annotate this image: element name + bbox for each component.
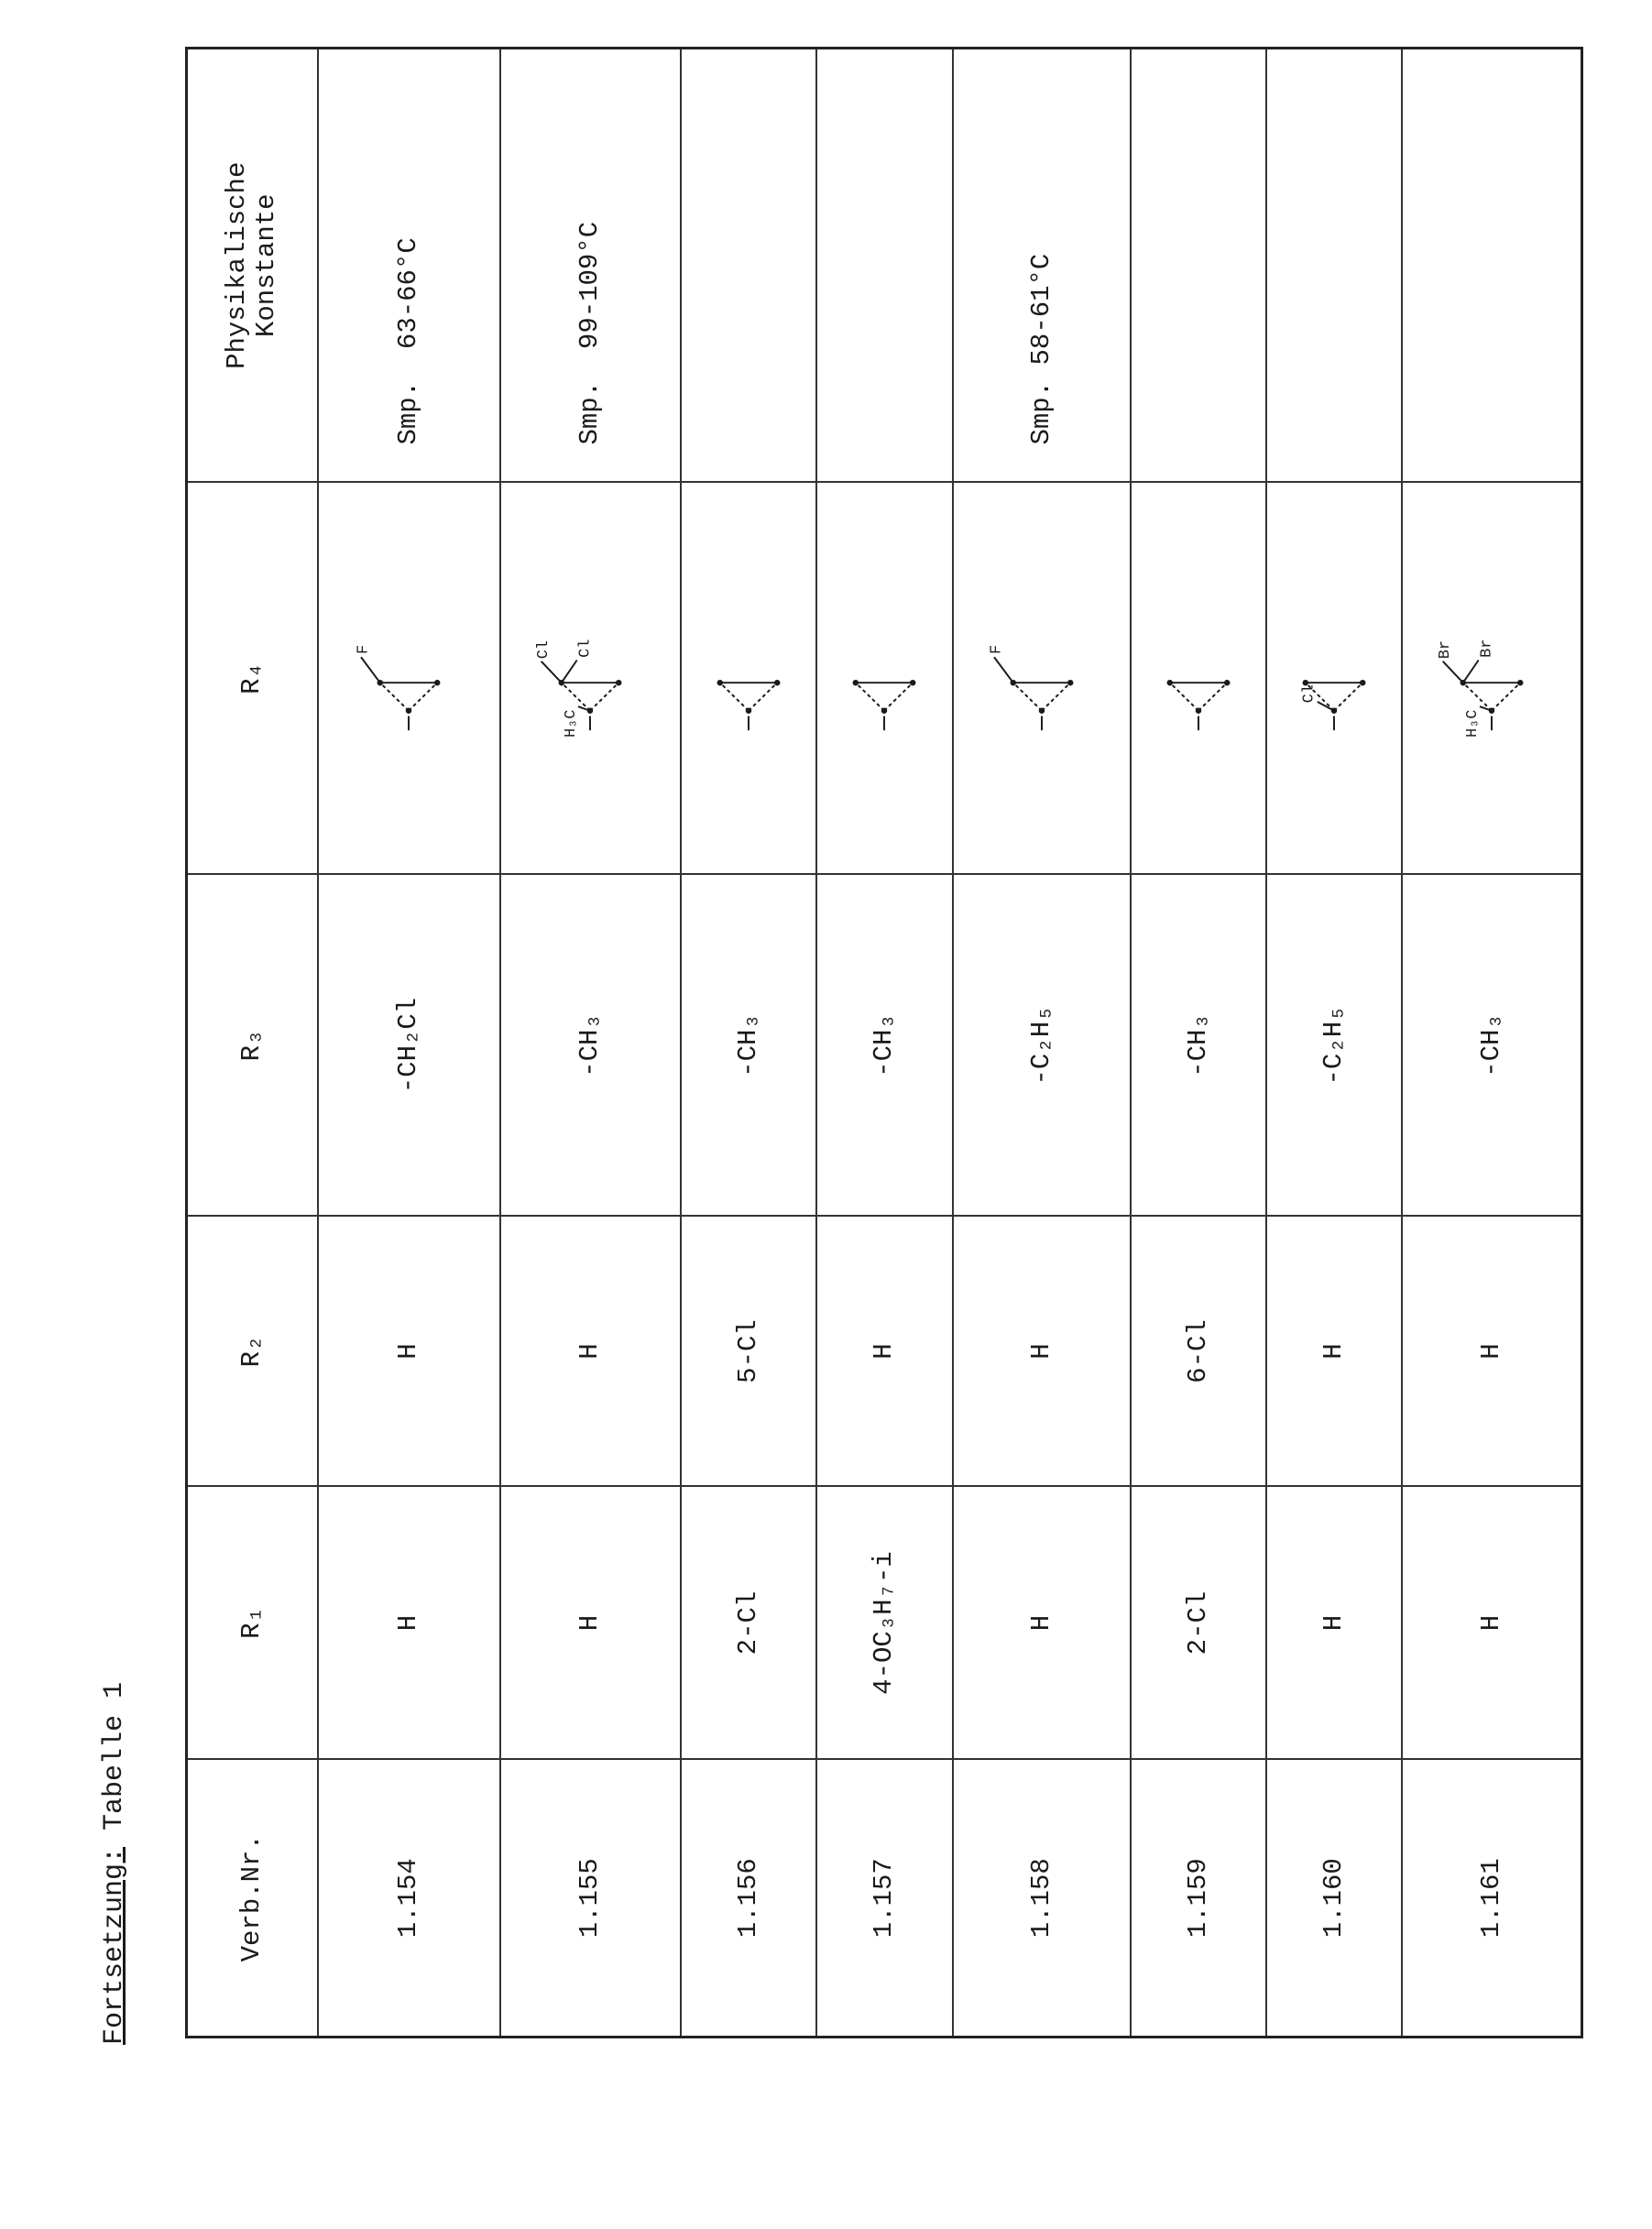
table-row — [1131, 49, 1266, 2038]
r4-structure — [681, 483, 816, 875]
cyclopropyl-structure — [825, 619, 944, 738]
cyclopropyl-structure — [689, 619, 808, 738]
substituent-label: Cl — [577, 639, 595, 658]
r1-value: 2-Cl — [681, 1487, 816, 1760]
r4-structure — [1266, 483, 1402, 875]
r1-value: H — [318, 1487, 500, 1760]
cyclopropyl-structure — [1139, 619, 1258, 738]
substituent-label: Cl — [1300, 685, 1318, 704]
header-r2: R₂ — [187, 1217, 318, 1487]
header-r1: R₁ — [187, 1487, 318, 1760]
physical-constant — [1402, 49, 1582, 483]
header-phys-line1: Physikalische — [222, 162, 252, 369]
substituent-label: Br — [1437, 640, 1454, 659]
cyclopropyl-structure — [349, 619, 468, 738]
header-r3: R₃ — [187, 875, 318, 1217]
r1-value: 4-OC₃H₇-i — [816, 1487, 953, 1760]
table-row — [953, 49, 1131, 2038]
r4-structure — [318, 483, 500, 875]
physical-constant: Smp. 63-66°C — [318, 49, 500, 483]
r3-value: -CH₃ — [1131, 875, 1266, 1217]
physical-constant — [1131, 49, 1266, 483]
substituent-label: H₃C — [1464, 710, 1482, 738]
r4-structure — [1402, 483, 1582, 875]
substituent-label: Br — [1478, 639, 1495, 658]
r2-value: 5-Cl — [681, 1217, 816, 1487]
r2-value: H — [816, 1217, 953, 1487]
compound-number: 1.155 — [500, 1760, 681, 2038]
r2-value: 6-Cl — [1131, 1217, 1266, 1487]
physical-constant: Smp. 99-109°C — [500, 49, 681, 483]
r2-value: H — [318, 1217, 500, 1487]
r3-value: -CH₃ — [681, 875, 816, 1217]
r4-structure — [953, 483, 1131, 875]
r1-value: 2-Cl — [1131, 1487, 1266, 1760]
cyclopropyl-structure — [1275, 619, 1394, 738]
r4-structure — [500, 483, 681, 875]
substituent-label: F — [356, 645, 373, 654]
physical-constant: Smp. 58-61°C — [953, 49, 1131, 483]
header-verb-nr: Verb.Nr. — [187, 1760, 318, 2038]
substituent-label: H₃C — [563, 710, 580, 738]
compound-number: 1.154 — [318, 1760, 500, 2038]
table-row — [681, 49, 816, 2038]
caption-prefix: Fortsetzung: — [99, 1847, 130, 2045]
physical-constant — [816, 49, 953, 483]
caption-title: Tabelle 1 — [99, 1682, 130, 1847]
compound-number: 1.160 — [1266, 1760, 1402, 2038]
r3-value: -C₂H₅ — [953, 875, 1131, 1217]
cyclopropyl-structure — [1432, 619, 1551, 738]
substituent-label: F — [988, 645, 1005, 654]
r3-value: -CH₃ — [500, 875, 681, 1217]
r1-value: H — [500, 1487, 681, 1760]
r3-value: -CH₃ — [1402, 875, 1582, 1217]
r1-value: H — [1266, 1487, 1402, 1760]
physical-constant — [681, 49, 816, 483]
compound-table — [185, 47, 1583, 2038]
substituent-label: Cl — [535, 640, 552, 659]
compound-number: 1.158 — [953, 1760, 1131, 2038]
r1-value: H — [1402, 1487, 1582, 1760]
compound-table-rotated — [185, 49, 1581, 2038]
r2-value: H — [1402, 1217, 1582, 1487]
r4-structure — [816, 483, 953, 875]
r4-structure — [1131, 483, 1266, 875]
cyclopropyl-structure — [531, 619, 650, 738]
compound-number: 1.157 — [816, 1760, 953, 2038]
table-row — [318, 49, 500, 2038]
r2-value: H — [1266, 1217, 1402, 1487]
r2-value: H — [953, 1217, 1131, 1487]
r1-value: H — [953, 1487, 1131, 1760]
compound-number: 1.159 — [1131, 1760, 1266, 2038]
table-row — [1402, 49, 1582, 2038]
r3-value: -CH₃ — [816, 875, 953, 1217]
header-row — [187, 49, 318, 2038]
table-row — [1266, 49, 1402, 2038]
header-physical-constant — [187, 49, 318, 483]
physical-constant — [1266, 49, 1402, 483]
compound-number: 1.161 — [1402, 1760, 1582, 2038]
header-r4: R₄ — [187, 483, 318, 875]
header-phys-line2: Konstante — [251, 193, 281, 337]
table-row — [816, 49, 953, 2038]
table-caption — [99, 1532, 130, 2045]
table-row — [500, 49, 681, 2038]
r3-value: -C₂H₅ — [1266, 875, 1402, 1217]
r3-value: -CH₂Cl — [318, 875, 500, 1217]
r2-value: H — [500, 1217, 681, 1487]
compound-number: 1.156 — [681, 1760, 816, 2038]
cyclopropyl-structure — [982, 619, 1101, 738]
